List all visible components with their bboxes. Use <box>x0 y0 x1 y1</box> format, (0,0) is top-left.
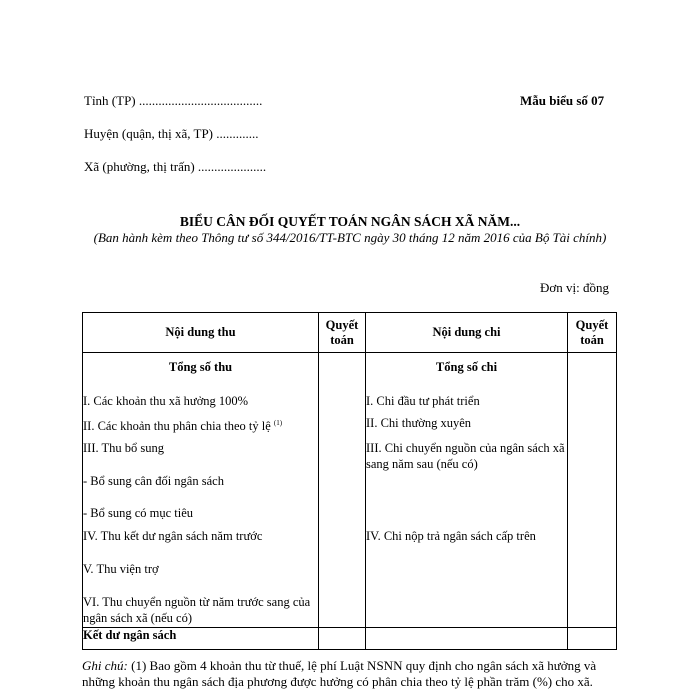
revenue-settlement-header: Quyết toán <box>319 313 366 353</box>
table-footer-row <box>83 628 617 650</box>
commune-line: Xã (phường, thị trấn) ..................... <box>84 159 267 174</box>
revenue-item-3b: - Bổ sung có mục tiêu <box>83 506 194 520</box>
table-body-row <box>83 353 617 628</box>
expense-settlement-header: Quyết toán <box>568 313 617 353</box>
expense-settlement-cell <box>568 353 617 628</box>
document-title: BIỂU CÂN ĐỐI QUYẾT TOÁN NGÂN SÁCH XÃ NĂM... <box>179 214 521 229</box>
district-line: Huyện (quận, thị xã, TP) ............. <box>84 126 259 141</box>
revenue-item-4: IV. Thu kết dư ngân sách năm trước <box>83 529 263 543</box>
note-label: Ghi chú: <box>82 658 128 673</box>
budget-surplus-label: Kết dư ngân sách <box>83 628 319 650</box>
document-subtitle: (Ban hành kèm theo Thông tư số 344/2016/TT-BTC ngày 30 tháng 12 năm 2016 của Bộ Tài chính) <box>93 230 607 245</box>
table-header-row <box>83 313 617 353</box>
expense-total: Tổng số chi <box>435 360 498 374</box>
revenue-settlement-cell <box>319 353 366 628</box>
revenue-total: Tổng số thu <box>168 360 233 374</box>
expense-item-4: IV. Chi nộp trả ngân sách cấp trên <box>366 529 536 543</box>
expense-item-1: I. Chi đầu tư phát triển <box>366 394 480 408</box>
province-line: Tỉnh (TP) ...................................... <box>84 93 263 108</box>
form-number: Mẫu biểu số 07 <box>520 93 605 108</box>
revenue-item-5: V. Thu viện trợ <box>83 562 159 576</box>
expense-content-header: Nội dung chi <box>366 313 568 353</box>
expense-column <box>366 353 567 627</box>
revenue-item-6: VI. Thu chuyển nguồn từ năm trước sang của ngân sách xã (nếu có) <box>83 595 311 625</box>
revenue-item-1: I. Các khoản thu xã hưởng 100% <box>83 394 249 408</box>
unit-label: Đơn vị: đồng <box>540 280 609 295</box>
footnote <box>82 658 622 690</box>
budget-balance-table <box>82 312 617 650</box>
revenue-content-header: Nội dung thu <box>83 313 319 353</box>
revenue-item-3a: - Bổ sung cân đối ngân sách <box>83 474 224 488</box>
revenue-column <box>83 353 318 627</box>
revenue-item-2: II. Các khoản thu phân chia theo tỷ lệ $^{(1)}$ <box>83 419 283 434</box>
revenue-item-3: III. Thu bổ sung <box>83 441 165 455</box>
expense-item-3: III. Chi chuyển nguồn của ngân sách xã sang năm sau (nếu có) <box>366 441 565 471</box>
note-text: (1) Bao gồm 4 khoản thu từ thuế, lệ phí Luật NSNN quy định cho ngân sách xã hưởng và những khoản thu ngân sách địa phương được hưởng có phân chia theo tỷ lệ phần trăm (%) cho xã. <box>82 658 597 689</box>
expense-item-2: II. Chi thường xuyên <box>366 416 472 430</box>
footnote-mark: (1) <box>273 419 283 427</box>
